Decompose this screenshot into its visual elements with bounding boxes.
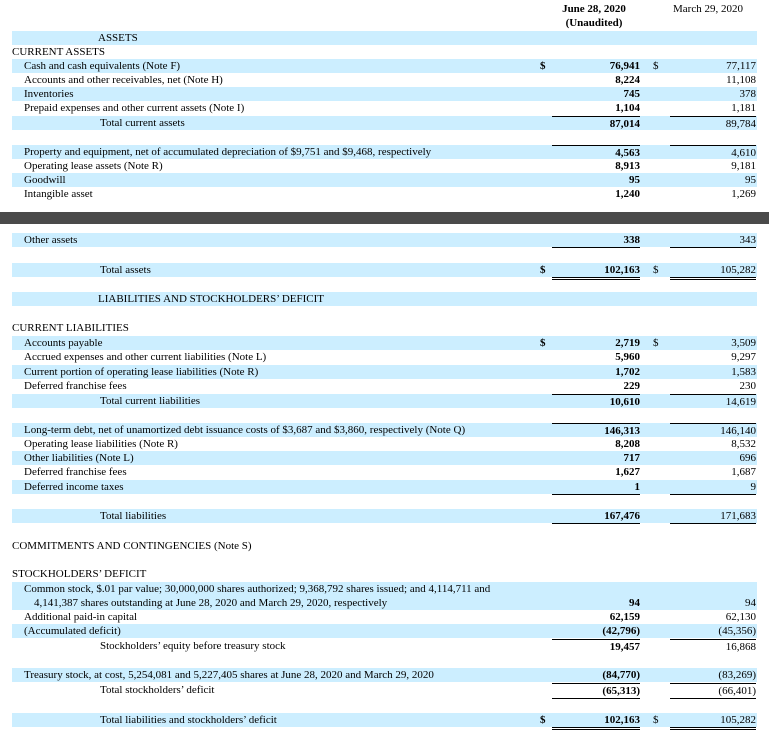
value-june-2020: 19,457 [552,639,640,654]
value-march-2020: 77,117 [726,60,756,72]
row-accumulated-deficit [12,624,757,638]
row-label: Deferred income taxes [24,481,124,493]
value-march-2020: 11,108 [726,74,756,86]
value-march-2020: 94 [745,597,756,609]
value-march-2020: 9,297 [731,351,756,363]
currency-symbol: $ [653,337,659,349]
row-label: Total current liabilities [100,395,201,407]
value-march-2020: 343 [670,233,756,248]
value-march-2020: 1,269 [731,188,756,200]
value-march-2020: 16,868 [670,639,756,654]
currency-symbol: $ [653,264,659,276]
value-march-2020: 14,619 [670,394,756,409]
value-june-2020: 102,163 [552,263,640,280]
row-label: Prepaid expenses and other current assets (Note I) [24,102,245,114]
row-property-equipment [12,145,757,159]
row-label: Accounts payable [24,337,103,349]
value-june-2020: 10,610 [552,394,640,409]
value-june-2020: 1,702 [615,366,640,378]
row-label: Operating lease liabilities (Note R) [24,438,178,450]
value-june-2020: 338 [552,233,640,248]
value-june-2020: 102,163 [552,713,640,730]
value-march-2020: 9,181 [731,160,756,172]
value-june-2020: 95 [629,174,640,186]
row-long-term-debt [12,423,757,437]
value-june-2020: 87,014 [552,116,640,131]
value-june-2020: 1 [552,480,640,495]
row-other-assets [12,233,757,247]
value-march-2020: 8,532 [731,438,756,450]
value-march-2020: 89,784 [670,116,756,131]
row-label: Goodwill [24,174,66,186]
row-deferred-income-taxes [12,480,757,494]
value-march-2020: 378 [739,88,756,100]
row-label: Stockholders’ equity before treasury stock [100,640,286,652]
row-label: Total liabilities [100,510,167,522]
value-march-2020: 696 [739,452,756,464]
value-june-2020: 76,941 [609,60,640,72]
row-label: Cash and cash equivalents (Note F) [24,60,181,72]
currency-symbol: $ [540,337,546,349]
row-label: (Accumulated deficit) [24,625,121,637]
value-march-2020: 9 [670,480,756,495]
row-spacer [12,654,757,668]
row-equity-before-treasury [12,639,757,653]
row-inventories [12,87,757,101]
row-intangible-asset [12,187,757,201]
row-label: Total current assets [100,117,185,129]
row-label: Deferred franchise fees [24,466,127,478]
column-header-june-2020: June 28, 2020 [562,3,626,15]
value-june-2020: 94 [629,597,640,609]
row-total-current-assets [12,116,757,130]
row-operating-lease-liabilities [12,437,757,451]
value-march-2020: 1,583 [731,366,756,378]
value-june-2020: (84,770) [602,669,640,681]
row-goodwill [12,173,757,187]
row-total-liabilities [12,509,757,523]
row-spacer [12,699,757,713]
row-label: Other liabilities (Note L) [24,452,134,464]
row-current-lease-liabilities [12,365,757,379]
row-label: Inventories [24,88,74,100]
row-label: STOCKHOLDERS’ DEFICIT [12,568,147,580]
row-label-continued: 4,141,387 shares outstanding at June 28, 2020 and March 29, 2020, respectively [34,597,388,609]
value-march-2020: 3,509 [731,337,756,349]
row-label: CURRENT ASSETS [12,46,106,58]
value-june-2020: 745 [623,88,640,100]
row-total-liabilities-and-deficit [12,713,757,727]
row-total-current-liabilities [12,394,757,408]
value-june-2020: 1,240 [615,188,640,200]
row-label: Other assets [24,234,78,246]
value-june-2020: (42,796) [602,625,640,637]
value-june-2020: 2,719 [615,337,640,349]
currency-symbol: $ [540,264,546,276]
row-additional-paid-in-capital [12,610,757,624]
row-common-stock [12,582,757,610]
row-prepaid [12,101,757,115]
row-liabilities-heading [12,292,757,306]
row-label: Operating lease assets (Note R) [24,160,163,172]
row-current-assets-heading [12,45,757,59]
row-label: ASSETS [98,32,138,44]
page-break-divider [0,212,769,224]
row-receivables [12,73,757,87]
currency-symbol: $ [653,60,659,72]
value-march-2020: 171,683 [670,509,756,524]
row-label: Accounts and other receivables, net (Note H) [24,74,223,86]
column-header-unaudited: (Unaudited) [565,17,623,29]
row-label: CURRENT LIABILITIES [12,322,129,334]
row-label: Long-term debt, net of unamortized debt issuance costs of $3,687 and $3,860, respectively (Note Q) [24,424,466,436]
value-march-2020: 95 [745,174,756,186]
value-june-2020: 8,913 [615,160,640,172]
row-spacer [12,131,757,145]
row-deferred-franchise-fees [12,465,757,479]
value-march-2020: (83,269) [718,669,756,681]
row-accrued-expenses [12,350,757,364]
row-label: Total liabilities and stockholders’ deficit [100,714,277,726]
currency-symbol: $ [653,714,659,726]
row-deferred-franchise-fees-current [12,379,757,393]
row-total-assets [12,263,757,277]
value-march-2020: 230 [739,380,756,392]
row-label: LIABILITIES AND STOCKHOLDERS’ DEFICIT [98,293,324,305]
value-march-2020: 1,181 [731,102,756,114]
value-june-2020: 8,208 [615,438,640,450]
currency-symbol: $ [540,60,546,72]
value-june-2020: 1,627 [615,466,640,478]
value-march-2020: 146,140 [670,423,756,438]
row-label: Property and equipment, net of accumulated depreciation of $9,751 and $9,468, respectively [24,146,432,158]
value-march-2020: 62,130 [725,611,756,623]
row-label: Accrued expenses and other current liabilities (Note L) [24,351,267,363]
row-label: Common stock, $.01 par value; 30,000,000 shares authorized; 9,368,792 shares issued; and 4,114,711 and [24,583,491,595]
row-label: Treasury stock, at cost, 5,254,081 and 5,227,405 shares at June 28, 2020 and March 29, 2020 [24,669,434,681]
row-operating-lease-assets [12,159,757,173]
row-current-liabilities-heading [12,321,757,335]
row-spacer [12,409,757,423]
value-june-2020: (65,313) [552,683,640,699]
row-label: COMMITMENTS AND CONTINGENCIES (Note S) [12,540,252,552]
value-june-2020: 146,313 [552,423,640,438]
value-june-2020: 62,159 [609,611,640,623]
value-march-2020: (45,356) [718,625,756,637]
value-june-2020: 4,563 [552,145,640,160]
row-label: Intangible asset [24,188,93,200]
row-commitments-heading [12,539,757,553]
row-accounts-payable [12,336,757,350]
row-label: Additional paid-in capital [24,611,138,623]
row-label: Current portion of operating lease liabilities (Note R) [24,366,259,378]
currency-symbol: $ [540,714,546,726]
row-assets-heading [12,31,757,45]
value-june-2020: 167,476 [552,509,640,524]
value-march-2020: 105,282 [670,263,756,280]
row-stockholders-deficit-heading [12,567,757,581]
value-march-2020: 1,687 [731,466,756,478]
row-spacer [12,249,757,263]
value-june-2020: 1,104 [615,102,640,114]
row-label: Total stockholders’ deficit [100,684,215,696]
row-cash [12,59,757,73]
value-june-2020: 717 [623,452,640,464]
row-total-stockholders-deficit [12,683,757,697]
row-other-liabilities [12,451,757,465]
column-header-march-2020: March 29, 2020 [673,3,743,15]
value-june-2020: 5,960 [615,351,640,363]
value-june-2020: 8,224 [615,74,640,86]
value-march-2020: 105,282 [670,713,756,730]
row-label: Deferred franchise fees [24,380,127,392]
row-treasury-stock [12,668,757,682]
row-label: Total assets [100,264,151,276]
value-march-2020: (66,401) [670,683,756,699]
value-march-2020: 4,610 [670,145,756,160]
value-june-2020: 229 [623,380,640,392]
row-spacer [12,495,757,509]
